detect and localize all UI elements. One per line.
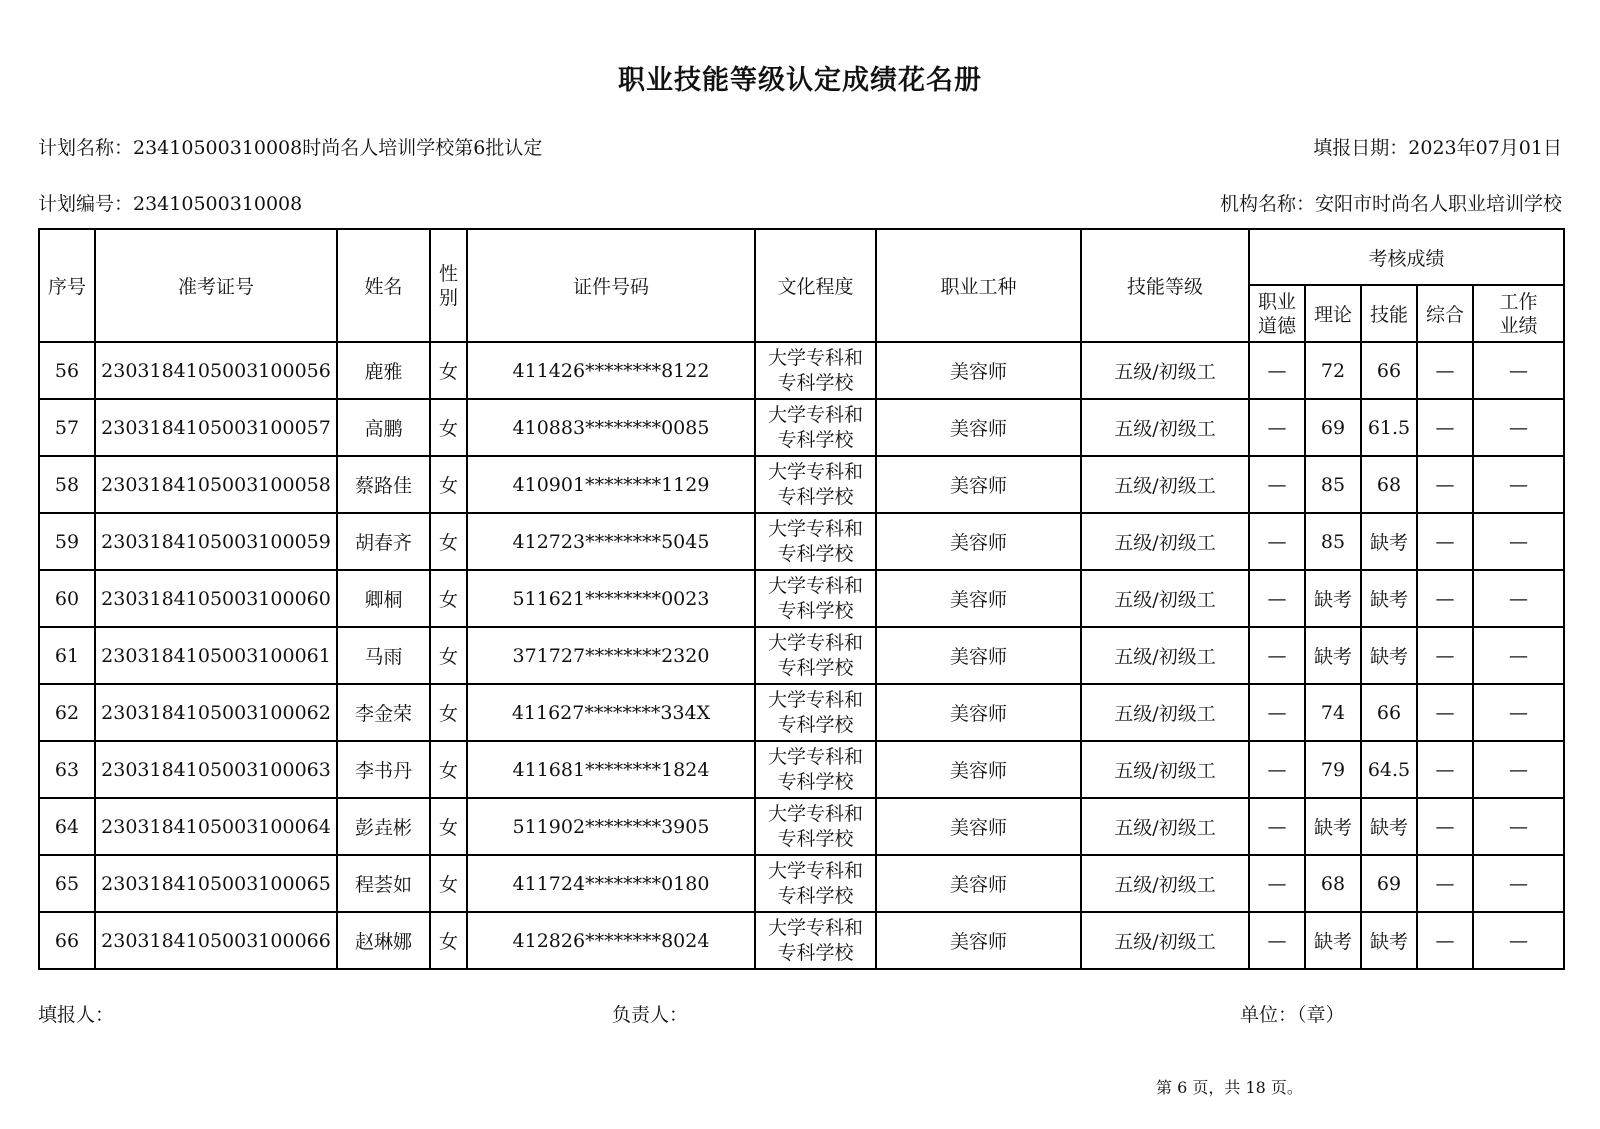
cell-occupation: 美容师 [876,456,1081,513]
filler-label: 填报人： [38,1004,115,1026]
cell-education-text: 大学专科和专科学校 [767,859,863,907]
table-row [39,627,1564,684]
cell-name: 程荟如 [337,855,430,912]
header-ethics [1249,285,1305,342]
cell-exam-no: 2303184105003100062 [95,684,337,741]
cell-gender: 女 [430,627,467,684]
cell-education [755,741,876,798]
plan-name: 计划名称：23410500310008时尚名人培训学校第6批认定 [38,137,543,159]
cell-skill-level: 五级/初级工 [1081,798,1249,855]
cell-name: 李书丹 [337,741,430,798]
cell-skill-level: 五级/初级工 [1081,513,1249,570]
table-row [39,342,1564,399]
cell-occupation: 美容师 [876,684,1081,741]
cell-gender: 女 [430,399,467,456]
cell-skill-level: 五级/初级工 [1081,456,1249,513]
cell-ethics: — [1249,627,1305,684]
cell-ethics: — [1249,912,1305,969]
cell-education [755,798,876,855]
cell-gender: 女 [430,798,467,855]
cell-theory: 缺考 [1305,912,1361,969]
header-skill: 技能 [1361,285,1417,342]
cell-skill-level: 五级/初级工 [1081,399,1249,456]
cell-skill: 缺考 [1361,513,1417,570]
cell-education [755,456,876,513]
cell-theory: 69 [1305,399,1361,456]
cell-theory: 85 [1305,513,1361,570]
cell-exam-no: 2303184105003100056 [95,342,337,399]
table-row [39,456,1564,513]
cell-exam-no: 2303184105003100059 [95,513,337,570]
cell-skill: 缺考 [1361,912,1417,969]
cell-education-text: 大学专科和专科学校 [767,745,863,793]
cell-exam-no: 2303184105003100066 [95,912,337,969]
header-comprehensive: 综合 [1417,285,1473,342]
cell-occupation: 美容师 [876,855,1081,912]
cell-seq: 65 [39,855,95,912]
cell-name: 蔡路佳 [337,456,430,513]
table-row [39,399,1564,456]
cell-gender: 女 [430,570,467,627]
cell-comprehensive: — [1417,513,1473,570]
cell-skill: 61.5 [1361,399,1417,456]
header-seq: 序号 [39,229,95,342]
header-theory: 理论 [1305,285,1361,342]
cell-id-no: 410901********1129 [467,456,755,513]
cell-exam-no: 2303184105003100065 [95,855,337,912]
plan-number: 计划编号：23410500310008 [38,193,303,215]
cell-name: 高鹏 [337,399,430,456]
cell-comprehensive: — [1417,627,1473,684]
cell-work-performance: — [1473,513,1564,570]
page-title: 职业技能等级认定成绩花名册 [618,65,982,96]
cell-exam-no: 2303184105003100063 [95,741,337,798]
cell-skill: 69 [1361,855,1417,912]
cell-id-no: 412723********5045 [467,513,755,570]
table-row [39,570,1564,627]
header-id-no: 证件号码 [467,229,755,342]
cell-seq: 56 [39,342,95,399]
cell-education [755,570,876,627]
cell-gender: 女 [430,912,467,969]
cell-education-text: 大学专科和专科学校 [767,460,863,508]
cell-skill-level: 五级/初级工 [1081,342,1249,399]
cell-seq: 60 [39,570,95,627]
cell-occupation: 美容师 [876,342,1081,399]
table-row [39,741,1564,798]
cell-ethics: — [1249,342,1305,399]
cell-seq: 62 [39,684,95,741]
organization-name: 机构名称：安阳市时尚名人职业培训学校 [1219,193,1562,215]
cell-education [755,399,876,456]
cell-seq: 66 [39,912,95,969]
header-exam-no: 准考证号 [95,229,337,342]
cell-comprehensive: — [1417,342,1473,399]
cell-skill: 68 [1361,456,1417,513]
cell-ethics: — [1249,855,1305,912]
cell-skill: 缺考 [1361,798,1417,855]
cell-occupation: 美容师 [876,570,1081,627]
cell-seq: 57 [39,399,95,456]
cell-name: 鹿雅 [337,342,430,399]
cell-seq: 63 [39,741,95,798]
header-gender [430,229,467,342]
cell-theory: 85 [1305,456,1361,513]
cell-comprehensive: — [1417,741,1473,798]
cell-id-no: 511621********0023 [467,570,755,627]
cell-education [755,513,876,570]
cell-occupation: 美容师 [876,912,1081,969]
header-skill-level: 技能等级 [1081,229,1249,342]
cell-skill: 64.5 [1361,741,1417,798]
cell-ethics: — [1249,684,1305,741]
cell-id-no: 411627********334X [467,684,755,741]
cell-education-text: 大学专科和专科学校 [767,346,863,394]
header-work-performance-label: 工作业绩 [1499,290,1538,337]
cell-work-performance: — [1473,912,1564,969]
table-row [39,513,1564,570]
cell-skill-level: 五级/初级工 [1081,912,1249,969]
header-scores-group: 考核成绩 [1249,229,1564,285]
cell-education [755,855,876,912]
responsible-label: 负责人： [612,1004,689,1026]
cell-gender: 女 [430,456,467,513]
cell-id-no: 412826********8024 [467,912,755,969]
cell-education-text: 大学专科和专科学校 [767,688,863,736]
table-row [39,798,1564,855]
cell-exam-no: 2303184105003100058 [95,456,337,513]
header-name: 姓名 [337,229,430,342]
cell-id-no: 411681********1824 [467,741,755,798]
cell-work-performance: — [1473,570,1564,627]
cell-education [755,342,876,399]
cell-comprehensive: — [1417,798,1473,855]
cell-comprehensive: — [1417,684,1473,741]
page-indicator: 第 6 页，共 18 页。 [1156,1078,1303,1097]
cell-ethics: — [1249,456,1305,513]
cell-skill: 缺考 [1361,627,1417,684]
cell-work-performance: — [1473,684,1564,741]
cell-education-text: 大学专科和专科学校 [767,403,863,451]
cell-id-no: 371727********2320 [467,627,755,684]
score-roster-table [38,228,1565,970]
cell-skill-level: 五级/初级工 [1081,855,1249,912]
cell-gender: 女 [430,342,467,399]
cell-theory: 68 [1305,855,1361,912]
fill-date: 填报日期：2023年07月01日 [1313,137,1562,159]
cell-education [755,912,876,969]
cell-work-performance: — [1473,627,1564,684]
cell-theory: 缺考 [1305,570,1361,627]
cell-gender: 女 [430,741,467,798]
cell-skill: 缺考 [1361,570,1417,627]
cell-work-performance: — [1473,399,1564,456]
cell-theory: 79 [1305,741,1361,798]
table-row [39,855,1564,912]
cell-seq: 59 [39,513,95,570]
cell-occupation: 美容师 [876,399,1081,456]
cell-occupation: 美容师 [876,513,1081,570]
cell-ethics: — [1249,513,1305,570]
cell-exam-no: 2303184105003100060 [95,570,337,627]
cell-name: 李金荣 [337,684,430,741]
cell-theory: 72 [1305,342,1361,399]
cell-comprehensive: — [1417,855,1473,912]
header-education: 文化程度 [755,229,876,342]
cell-skill-level: 五级/初级工 [1081,570,1249,627]
cell-comprehensive: — [1417,456,1473,513]
cell-skill: 66 [1361,684,1417,741]
table-row [39,684,1564,741]
cell-gender: 女 [430,513,467,570]
cell-ethics: — [1249,570,1305,627]
cell-occupation: 美容师 [876,741,1081,798]
cell-work-performance: — [1473,741,1564,798]
cell-theory: 74 [1305,684,1361,741]
header-work-performance [1473,285,1564,342]
cell-ethics: — [1249,399,1305,456]
table-row [39,912,1564,969]
cell-name: 赵琳娜 [337,912,430,969]
cell-occupation: 美容师 [876,798,1081,855]
cell-work-performance: — [1473,798,1564,855]
cell-education [755,627,876,684]
cell-comprehensive: — [1417,570,1473,627]
cell-ethics: — [1249,798,1305,855]
cell-exam-no: 2303184105003100057 [95,399,337,456]
cell-skill: 66 [1361,342,1417,399]
cell-education-text: 大学专科和专科学校 [767,802,863,850]
cell-comprehensive: — [1417,399,1473,456]
cell-name: 卿桐 [337,570,430,627]
cell-exam-no: 2303184105003100061 [95,627,337,684]
cell-work-performance: — [1473,342,1564,399]
cell-education-text: 大学专科和专科学校 [767,517,863,565]
cell-ethics: — [1249,741,1305,798]
cell-occupation: 美容师 [876,627,1081,684]
cell-theory: 缺考 [1305,627,1361,684]
cell-skill-level: 五级/初级工 [1081,627,1249,684]
cell-id-no: 410883********0085 [467,399,755,456]
cell-name: 彭垚彬 [337,798,430,855]
cell-skill-level: 五级/初级工 [1081,684,1249,741]
unit-stamp-label: 单位：（章） [1240,1004,1345,1026]
cell-gender: 女 [430,684,467,741]
cell-work-performance: — [1473,855,1564,912]
cell-education-text: 大学专科和专科学校 [767,916,863,964]
cell-gender: 女 [430,855,467,912]
cell-theory: 缺考 [1305,798,1361,855]
cell-id-no: 411724********0180 [467,855,755,912]
cell-name: 马雨 [337,627,430,684]
cell-id-no: 411426********8122 [467,342,755,399]
cell-seq: 58 [39,456,95,513]
cell-work-performance: — [1473,456,1564,513]
cell-id-no: 511902********3905 [467,798,755,855]
cell-comprehensive: — [1417,912,1473,969]
cell-education [755,684,876,741]
cell-education-text: 大学专科和专科学校 [767,574,863,622]
header-occupation: 职业工种 [876,229,1081,342]
cell-education-text: 大学专科和专科学校 [767,631,863,679]
header-ethics-label: 职业道德 [1258,290,1297,337]
header-gender-label: 性别 [439,262,459,309]
cell-name: 胡春齐 [337,513,430,570]
cell-seq: 61 [39,627,95,684]
cell-seq: 64 [39,798,95,855]
cell-exam-no: 2303184105003100064 [95,798,337,855]
cell-skill-level: 五级/初级工 [1081,741,1249,798]
